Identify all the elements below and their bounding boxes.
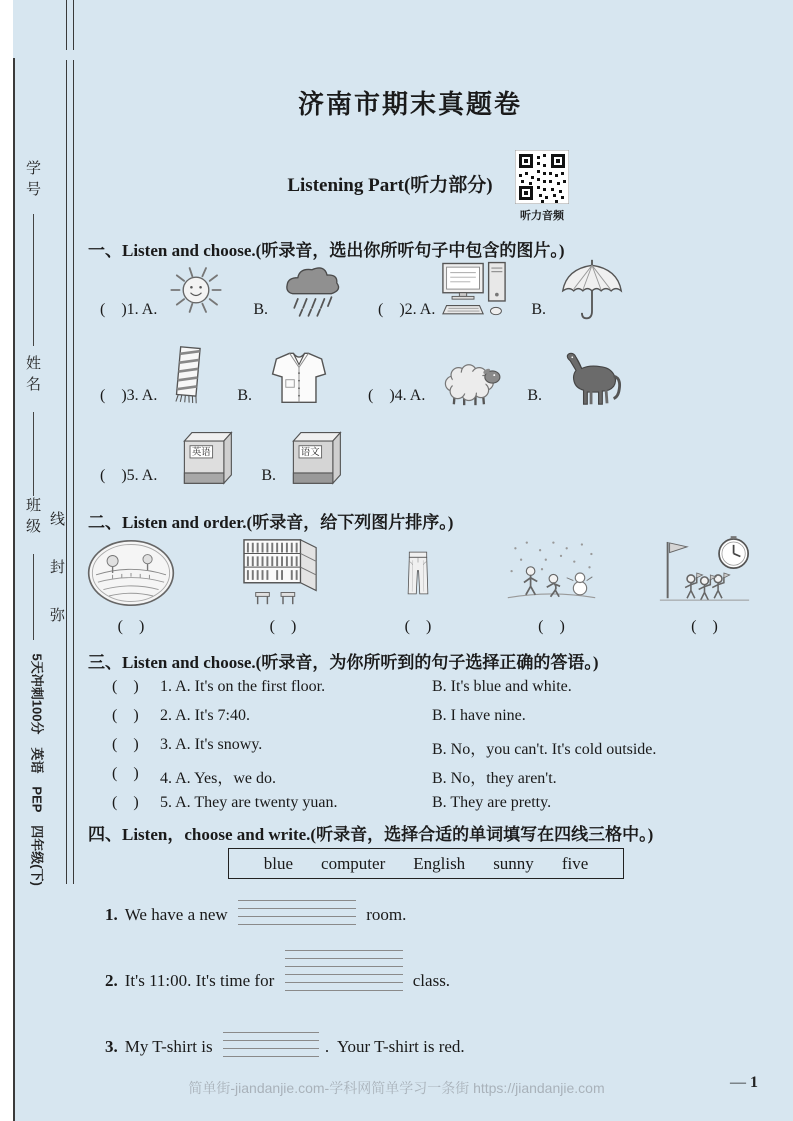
seal-char-mi: 弥 — [50, 607, 66, 624]
s4-sentence-1 — [105, 900, 406, 925]
section3-title: 三、Listen and choose.(听录音，为你所听到的句子选择正确的答语。) — [88, 653, 599, 672]
s2-answer-blank-1: ( ) — [117, 618, 145, 635]
s3-answer-blank-3: ( ) — [112, 736, 139, 753]
s3-option-b-2: B. I have nine. — [432, 707, 526, 724]
school-gate-clock-icon — [656, 534, 753, 612]
student-number-write-line — [33, 214, 34, 346]
chinese-book-title: 语文 — [300, 448, 320, 459]
s3-row-4 — [112, 765, 760, 788]
s3-answer-blank-1: ( ) — [112, 678, 139, 695]
student-number-label: 学号 — [24, 160, 41, 202]
sheep-icon — [425, 346, 509, 408]
s1-item1-answer-blank: ( )1. A. — [100, 301, 158, 318]
s3-row-2 — [112, 707, 760, 725]
s3-answer-blank-4: ( ) — [112, 765, 139, 782]
watermark-footer: 简单街-jiandanjie.com-学科网简单学习一条街 https://jiandanjie.com — [188, 1080, 605, 1096]
s4-sentence-1-number: 1. — [105, 905, 118, 924]
s1-item5-option-b-label: B. — [261, 467, 276, 484]
page-number-value: 1 — [750, 1074, 758, 1091]
word-bank-word: blue — [263, 853, 294, 873]
page-number — [730, 1074, 758, 1092]
s3-option-b-4: B. No，they aren't. — [432, 770, 557, 787]
section4-title: 四、Listen，choose and write.(听录音，选择合适的单词填写在四线三格中。) — [88, 825, 654, 844]
seal-line-tick-left — [66, 0, 67, 50]
sun-icon — [157, 258, 235, 322]
section1-title: 一、Listen and choose.(听录音，选出你所听句子中包含的图片。) — [88, 241, 565, 260]
seal-char-xian: 线 — [50, 511, 66, 528]
s3-row-5 — [112, 794, 760, 812]
english-book-icon — [175, 426, 237, 488]
word-bank-word: sunny — [493, 853, 534, 873]
seal-line-right — [73, 60, 74, 884]
s3-option-a-2: 2. A. It's 7:40. — [160, 707, 250, 724]
farm-scene-icon — [85, 534, 177, 612]
s4-sentence-2-post: class. — [408, 971, 451, 990]
book-spine-label: 5天冲刺100分 英语 PEP 四年级(下) — [29, 653, 45, 886]
s3-row-3 — [112, 736, 760, 759]
umbrella-icon — [554, 258, 630, 322]
s3-option-b-5: B. They are pretty. — [432, 794, 552, 811]
seal-line-tick-right — [73, 0, 74, 50]
s3-option-a-5: 5. A. They are twenty yuan. — [160, 794, 338, 811]
striped-scarf-icon — [157, 342, 219, 408]
s2-answer-blank-5: ( ) — [691, 618, 718, 635]
s4-sentence-1-post: room. — [361, 905, 407, 924]
section1-row-2 — [100, 342, 634, 408]
word-bank-box — [228, 848, 624, 879]
s2-answer-blank-4: ( ) — [538, 618, 565, 635]
s3-option-a-4: 4. A. Yes，we do. — [160, 770, 277, 787]
name-label: 姓名 — [24, 355, 41, 397]
class-label: 班级 — [24, 497, 41, 539]
s2-answer-blank-2: ( ) — [269, 618, 297, 635]
s1-item2-answer-blank: ( )2. A. — [378, 301, 436, 318]
children-in-snow-icon — [504, 534, 599, 612]
s3-option-a-1: 1. A. It's on the first floor. — [160, 678, 326, 695]
s4-sentence-2 — [105, 950, 450, 991]
library-shelves-icon — [234, 534, 332, 612]
s4-sentence-2-pre: It's 11:00. It's time for — [124, 971, 279, 990]
trousers-icon — [389, 534, 447, 612]
s3-row-1 — [112, 678, 760, 696]
word-bank-word: five — [561, 853, 589, 873]
s1-item1-option-b-label: B. — [253, 301, 268, 318]
writing-grid-blank — [285, 950, 403, 991]
s4-sentence-1-pre: We have a new — [124, 905, 232, 924]
s4-sentence-3-number: 3. — [105, 1037, 118, 1056]
listening-part-heading: Listening Part(听力部分) — [287, 175, 493, 196]
writing-grid-blank — [238, 900, 356, 925]
s4-sentence-3 — [105, 1032, 465, 1057]
seal-line-left — [66, 60, 67, 884]
section2-answer-row — [85, 618, 753, 636]
section2-image-row — [85, 534, 753, 612]
horse-icon — [550, 346, 634, 408]
page-edge-line — [13, 58, 15, 1121]
s1-item3-option-b-label: B. — [237, 387, 252, 404]
page-title: 济南市期末真题卷 — [297, 90, 522, 119]
s2-answer-blank-3: ( ) — [404, 618, 432, 635]
s3-option-a-3: 3. A. It's snowy. — [160, 736, 263, 753]
s4-sentence-2-number: 2. — [105, 971, 118, 990]
qr-code-icon — [515, 150, 569, 204]
section1-row-1 — [100, 258, 630, 322]
chinese-book-icon — [284, 426, 346, 488]
class-write-line — [33, 554, 34, 640]
s4-sentence-3-post: . Your T-shirt is red. — [324, 1037, 465, 1056]
shirt-icon — [260, 342, 338, 408]
name-write-line — [33, 412, 34, 496]
rain-cloud-icon — [276, 260, 348, 322]
qr-caption: 听力音频 — [520, 210, 564, 222]
s3-option-b-3: B. No，you can't. It's cold outside. — [432, 741, 657, 758]
s4-sentence-3-pre: My T-shirt is — [124, 1037, 217, 1056]
page-number-dash: — — [730, 1074, 746, 1091]
section2-title: 二、Listen and order.(听录音，给下列图片排序。) — [88, 513, 454, 532]
s1-item4-option-b-label: B. — [527, 387, 542, 404]
desktop-computer-icon — [435, 258, 513, 322]
s1-item5-answer-blank: ( )5. A. — [100, 467, 158, 484]
writing-grid-blank — [223, 1032, 319, 1057]
english-book-title: 英语 — [192, 448, 212, 459]
s3-answer-blank-5: ( ) — [112, 794, 139, 811]
word-bank-word: computer — [321, 853, 386, 873]
word-bank-word: English — [413, 853, 466, 873]
section1-row-3 — [100, 426, 346, 488]
s3-option-b-1: B. It's blue and white. — [432, 678, 572, 695]
s3-answer-blank-2: ( ) — [112, 707, 139, 724]
seal-char-feng: 封 — [50, 559, 66, 576]
s1-item3-answer-blank: ( )3. A. — [100, 387, 158, 404]
s1-item2-option-b-label: B. — [531, 301, 546, 318]
s1-item4-answer-blank: ( )4. A. — [368, 387, 426, 404]
